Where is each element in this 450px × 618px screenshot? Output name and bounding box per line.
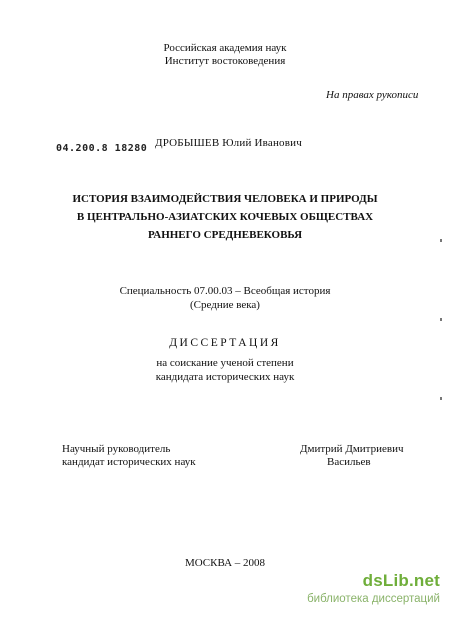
supervisor-name: Дмитрий Дмитриевич	[300, 443, 404, 455]
inventory-stamp: 04.200.8 18280	[56, 143, 148, 154]
city-year: МОСКВА – 2008	[184, 557, 266, 569]
supervisor-degree: кандидат исторических наук	[62, 456, 196, 468]
author-name: ДРОБЫШЕВ Юлий Иванович	[155, 137, 302, 149]
manuscript-rights-note: На правах рукописи	[326, 89, 419, 101]
watermark-subtitle: библиотека диссертаций	[307, 593, 440, 605]
dslib-watermark	[307, 571, 440, 605]
degree-line-2: кандидата исторических наук	[155, 371, 295, 383]
specialty-period: (Средние века)	[190, 299, 260, 311]
scan-mark	[440, 318, 442, 321]
specialty-line: Специальность 07.00.03 – Всеобщая история	[119, 285, 331, 297]
document-type: ДИССЕРТАЦИЯ	[169, 337, 281, 349]
supervisor-label: Научный руководитель	[62, 443, 171, 455]
scan-mark	[440, 239, 442, 242]
organization-name: Российская академия наук	[163, 42, 287, 54]
scan-mark	[440, 397, 442, 400]
title-line-2: В ЦЕНТРАЛЬНО-АЗИАТСКИХ КОЧЕВЫХ ОБЩЕСТВАХ	[76, 211, 374, 223]
watermark-logo	[307, 571, 440, 591]
watermark-logo-main: dsLib	[362, 571, 409, 590]
title-line-3: РАННЕГО СРЕДНЕВЕКОВЬЯ	[147, 229, 303, 241]
degree-line-1: на соискание ученой степени	[156, 357, 294, 369]
supervisor-surname: Васильев	[327, 456, 371, 468]
watermark-logo-tld: .net	[408, 571, 440, 590]
title-line-1: ИСТОРИЯ ВЗАИМОДЕЙСТВИЯ ЧЕЛОВЕКА И ПРИРОДЫ	[72, 193, 378, 205]
institute-name: Институт востоковедения	[164, 55, 286, 67]
